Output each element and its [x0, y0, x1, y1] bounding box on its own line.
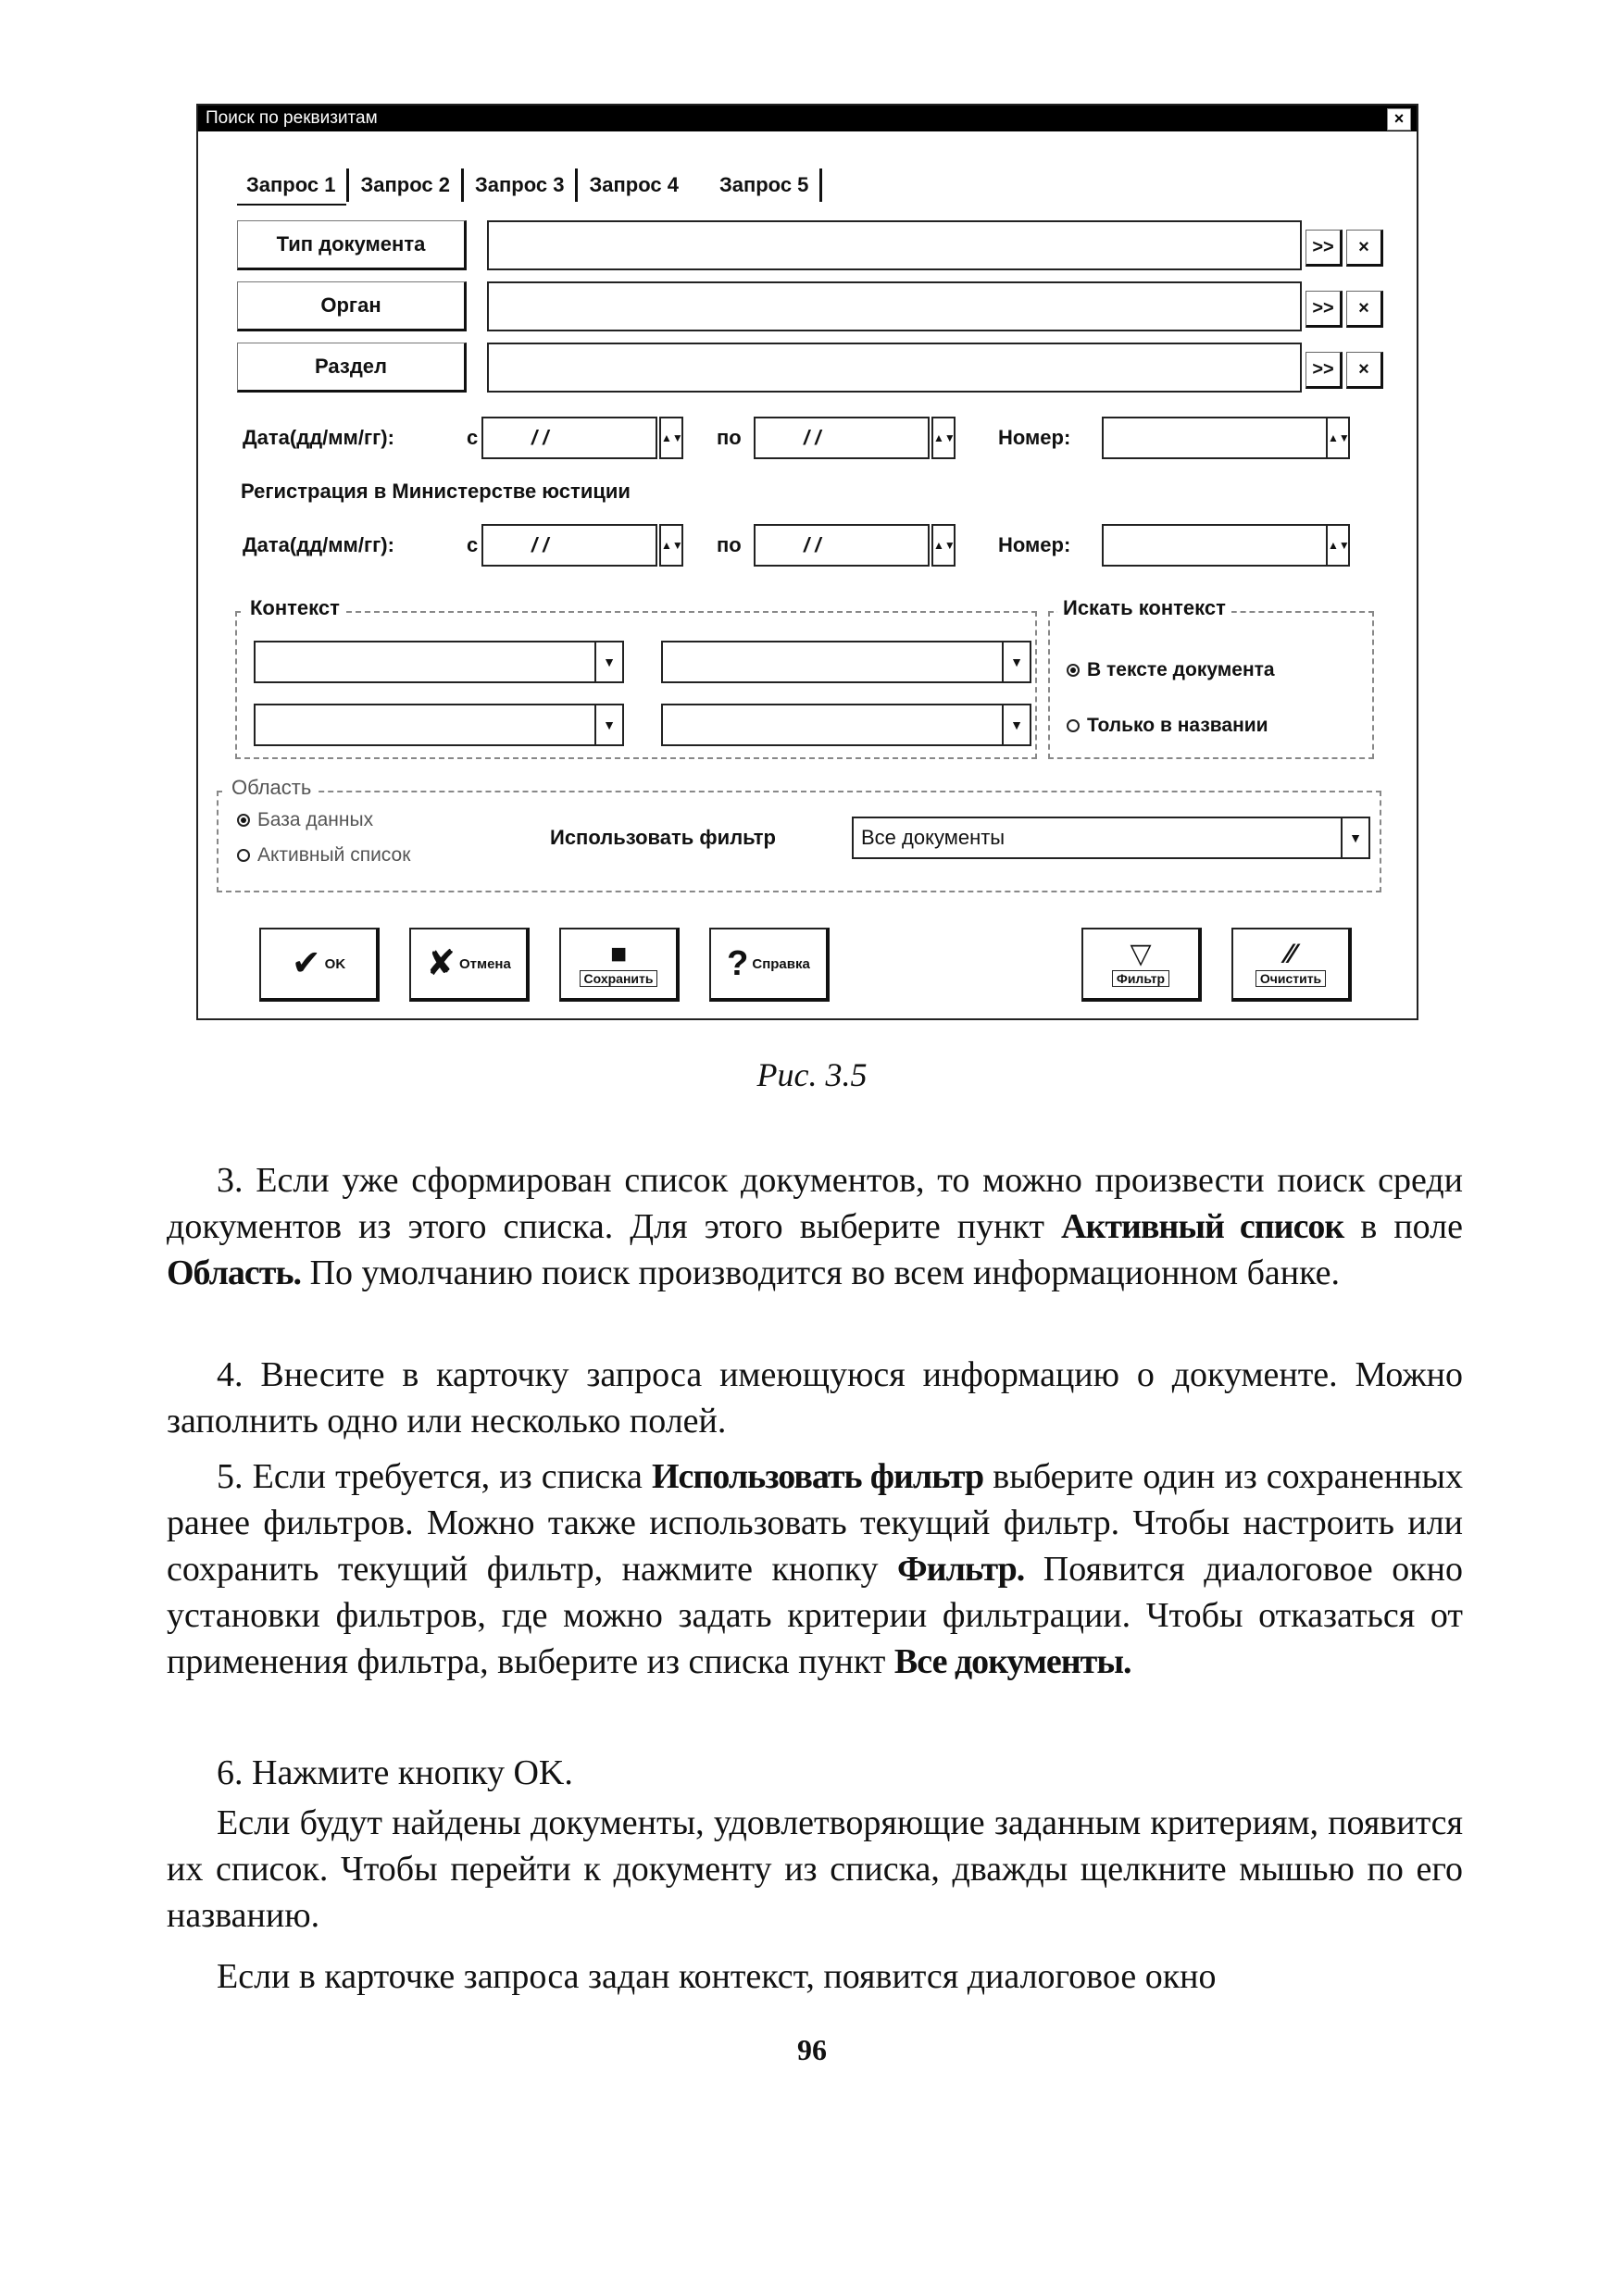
context-combo-4[interactable] [661, 704, 1031, 746]
reg-date-to-spin[interactable]: ▲▼ [931, 524, 956, 567]
reg-date-from-spin[interactable]: ▲▼ [659, 524, 683, 567]
save-button-label: Сохранить [580, 970, 658, 987]
doc-type-field[interactable] [487, 220, 1302, 270]
radio-selected-icon [1067, 664, 1080, 677]
p3-bold-active-list: Активный список [1061, 1207, 1344, 1246]
date-from-label: с [467, 426, 479, 449]
p5-bold-all-documents: Все документы. [893, 1642, 1131, 1681]
date-to-input[interactable]: / / [754, 417, 930, 459]
help-button[interactable] [709, 928, 830, 1002]
cancel-button[interactable] [409, 928, 530, 1002]
search-context-title: Искать контекст [1057, 596, 1231, 620]
organ-field[interactable] [487, 281, 1302, 331]
organ-clear-button[interactable]: × [1346, 291, 1383, 328]
ok-button[interactable] [259, 928, 380, 1002]
help-button-label: Справка [752, 955, 810, 972]
funnel-icon: ▽ [1130, 939, 1152, 969]
filter-select[interactable] [852, 817, 1370, 859]
filter-button[interactable] [1081, 928, 1202, 1002]
chevron-down-icon[interactable]: ▼ [1002, 705, 1030, 744]
floppy-disk-icon: ■ [609, 939, 628, 969]
tab-query-3[interactable]: Запрос 3 [474, 173, 565, 196]
paragraph-4: 4. Внесите в карточку запроса имеющуюся информацию о документе. Можно заполнить одно или несколько полей. [167, 1355, 1463, 1441]
paragraph-8: Если в карточке запроса задан контекст, появится диалоговое окно [217, 1957, 1217, 1996]
chevron-down-icon[interactable]: ▼ [594, 642, 622, 681]
filter-select-value: Все документы [861, 826, 1006, 849]
tab-query-1[interactable]: Запрос 1 [246, 173, 336, 196]
radio-empty-icon [237, 849, 250, 862]
radio-title-only-label: Только в названии [1087, 715, 1268, 736]
p5-text-3: Появится диалоговое окно установки фильтров, где можно задать критерии фильтрации. Чтобы отказаться от применения фильтра, выберите из списка пункт [167, 1550, 1463, 1681]
p5-text-2: выберите один из сохраненных ранее фильтров. Можно также использовать текущий фильтр. Чтобы настроить или сохранить текущий фильтр, нажмите кнопку [167, 1457, 1463, 1589]
tab-query-4[interactable]: Запрос 4 [589, 173, 679, 196]
paragraph-7: Если будут найдены документы, удовлетворяющие заданным критериям, появится их список. Чтобы перейти к документу из списка, дважды щелкните мышью по его названию. [167, 1803, 1463, 1935]
area-group-title: Область [226, 776, 317, 800]
active-tab-underline [237, 204, 346, 206]
clear-button[interactable] [1231, 928, 1352, 1002]
number-spin[interactable]: ▲▼ [1326, 417, 1350, 459]
dialog-titlebar [198, 106, 1417, 131]
p3-bold-area: Область. [167, 1254, 302, 1292]
filter-label: Использовать фильтр [550, 826, 776, 849]
reg-number-input[interactable] [1102, 524, 1328, 567]
tab-query-2[interactable]: Запрос 2 [360, 173, 450, 196]
ok-button-label: OK [324, 955, 346, 972]
organ-button[interactable]: Орган [237, 281, 467, 331]
reg-number-label: Номер: [998, 533, 1071, 556]
question-mark-icon: ? [727, 944, 749, 983]
section-field[interactable] [487, 343, 1302, 393]
cancel-button-label: Отмена [458, 955, 511, 972]
chevron-down-icon[interactable]: ▼ [594, 705, 622, 744]
registration-title: Регистрация в Министерстве юстиции [241, 480, 631, 503]
doc-type-clear-button[interactable]: × [1346, 230, 1383, 267]
reg-date-label: Дата(дд/мм/гг): [243, 533, 394, 556]
radio-database-label: База данных [257, 809, 374, 830]
number-input[interactable] [1102, 417, 1328, 459]
paragraph-5 [167, 1453, 1463, 1685]
paragraph-3 [167, 1157, 1463, 1296]
date-label: Дата(дд/мм/гг): [243, 426, 394, 449]
section-button[interactable]: Раздел [237, 343, 467, 393]
radio-title-only[interactable] [1067, 715, 1268, 737]
date-from-spin[interactable]: ▲▼ [659, 417, 683, 459]
radio-active-list[interactable] [237, 844, 410, 867]
tab-query-5[interactable]: Запрос 5 [718, 173, 809, 196]
context-combo-3[interactable] [254, 704, 624, 746]
cross-icon: ✘ [426, 944, 456, 983]
p5-text-1: 5. Если требуется, из списка [217, 1457, 652, 1496]
radio-in-text[interactable] [1067, 659, 1275, 681]
reg-number-spin[interactable]: ▲▼ [1326, 524, 1350, 567]
reg-date-from-label: с [467, 533, 479, 556]
number-label: Номер: [998, 426, 1071, 449]
p5-bold-use-filter: Использовать фильтр [652, 1457, 984, 1496]
eraser-icon: ⁄⁄ [1285, 939, 1296, 969]
figure-caption: Рис. 3.5 [756, 1056, 868, 1093]
paragraph-6: 6. Нажмите кнопку OK. [217, 1753, 573, 1792]
section-pick-button[interactable]: >> [1305, 352, 1343, 389]
reg-date-to-label: по [717, 533, 742, 556]
date-to-spin[interactable]: ▲▼ [931, 417, 956, 459]
search-context-group [1048, 611, 1374, 759]
filter-button-label: Фильтр [1112, 970, 1169, 987]
date-to-label: по [717, 426, 742, 449]
reg-date-to-input[interactable]: / / [754, 524, 930, 567]
context-combo-2[interactable] [661, 641, 1031, 683]
context-combo-1[interactable] [254, 641, 624, 683]
doc-type-pick-button[interactable]: >> [1305, 230, 1343, 267]
reg-date-from-input[interactable]: / / [481, 524, 657, 567]
save-button[interactable] [559, 928, 680, 1002]
doc-type-button[interactable]: Тип документа [237, 220, 467, 270]
tab-separator [819, 168, 822, 202]
radio-active-list-label: Активный список [257, 844, 411, 866]
context-group-title: Контекст [244, 596, 345, 620]
dialog-title: Поиск по реквизитам [206, 108, 378, 128]
p3-text-2: в поле [1343, 1207, 1463, 1246]
radio-selected-icon [237, 814, 250, 827]
checkmark-icon: ✔ [291, 944, 321, 983]
organ-pick-button[interactable]: >> [1305, 291, 1343, 328]
close-button[interactable]: × [1387, 108, 1411, 131]
date-from-input[interactable]: / / [481, 417, 657, 459]
clear-button-label: Очистить [1255, 970, 1326, 987]
p3-text-3: По умолчанию поиск производится во всем информационном банке. [301, 1254, 1341, 1292]
search-by-requisites-dialog [196, 104, 1418, 1020]
p5-bold-filter: Фильтр. [897, 1550, 1025, 1589]
page-number: 96 [797, 2033, 827, 2066]
query-tabs [235, 167, 822, 204]
radio-empty-icon [1067, 719, 1080, 732]
p3-text-1: 3. Если уже сформирован список документов, то можно произвести поиск среди документов из этого списка. Для этого выберите пункт [167, 1161, 1463, 1246]
section-clear-button[interactable]: × [1346, 352, 1383, 389]
radio-in-text-label: В тексте документа [1087, 659, 1275, 680]
radio-database[interactable] [237, 809, 373, 831]
chevron-down-icon[interactable]: ▼ [1002, 642, 1030, 681]
chevron-down-icon[interactable]: ▼ [1341, 818, 1368, 857]
